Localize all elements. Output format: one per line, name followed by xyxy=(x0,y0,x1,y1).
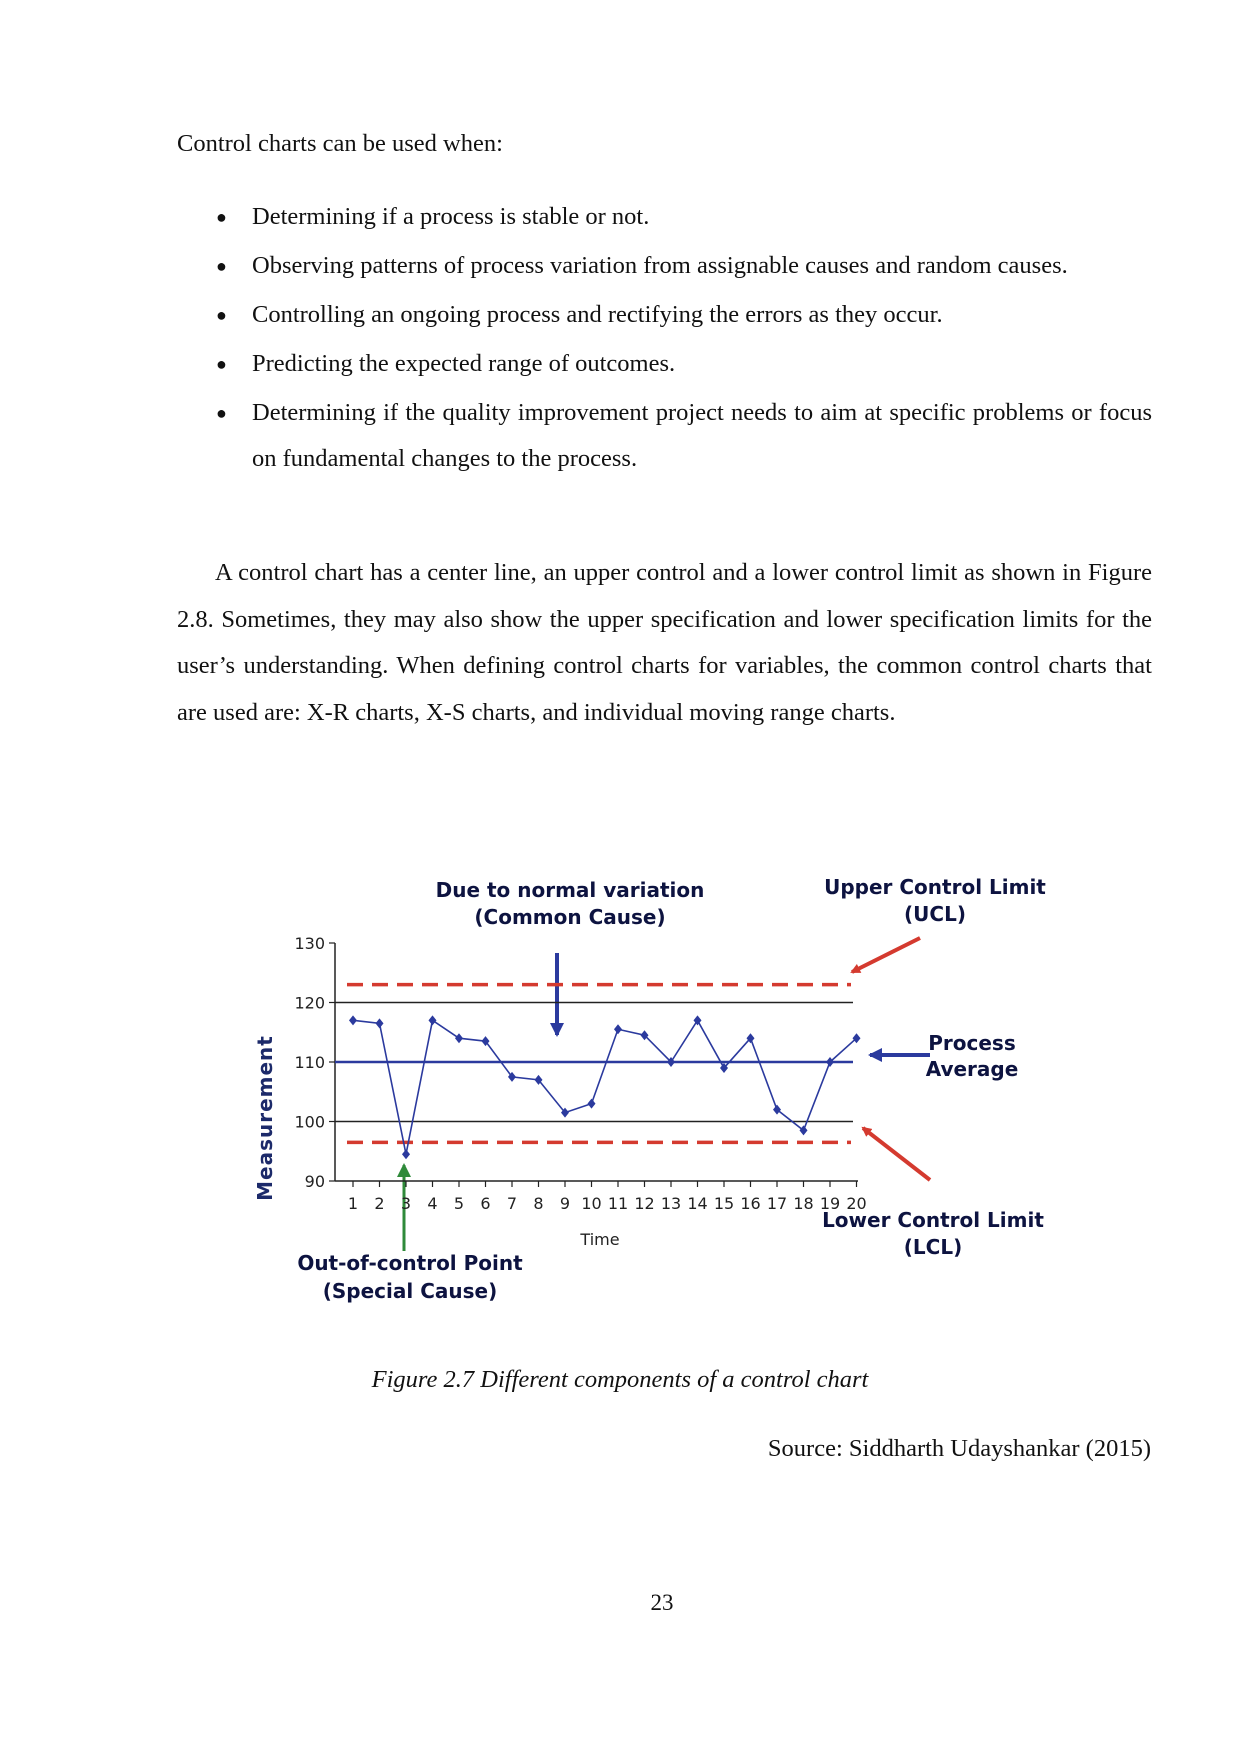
list-item xyxy=(177,390,1152,482)
data-point xyxy=(614,1024,622,1034)
list-item xyxy=(177,194,1152,240)
data-point xyxy=(588,1099,596,1109)
x-tick-label: 15 xyxy=(713,1194,735,1213)
bullet-list xyxy=(177,194,1152,485)
out-of-control-label: Out-of-control Point xyxy=(297,1251,523,1275)
ucl-abbrev-label: (UCL) xyxy=(904,902,966,926)
x-tick-label: 18 xyxy=(793,1194,814,1213)
control-chart-figure xyxy=(240,868,1060,1328)
x-tick-label: 20 xyxy=(846,1194,867,1213)
x-tick-label: 4 xyxy=(427,1194,438,1213)
x-tick-label: 9 xyxy=(559,1194,571,1213)
list-item xyxy=(177,341,1152,387)
x-tick-label: 6 xyxy=(480,1194,491,1213)
list-item xyxy=(177,292,1152,338)
data-point xyxy=(455,1033,463,1043)
bullet-text: Predicting the expected range of outcomes. xyxy=(252,350,676,377)
common-cause-sub-label: (Common Cause) xyxy=(474,905,666,929)
x-tick-label: 12 xyxy=(634,1194,655,1213)
data-point xyxy=(800,1125,808,1135)
x-tick-label: 17 xyxy=(766,1194,788,1213)
page-number: 23 xyxy=(650,1590,674,1615)
x-tick-label: 16 xyxy=(740,1194,761,1213)
x-tick-label: 11 xyxy=(607,1194,629,1213)
out-of-control-sub-label: (Special Cause) xyxy=(322,1279,498,1303)
process-average-sub-label: Average xyxy=(925,1057,1019,1081)
bullet-text: Observing patterns of process variation from assignable causes and random causes. xyxy=(252,252,1068,279)
intro-text: Control charts can be used when: xyxy=(177,130,503,157)
y-tick-label: 110 xyxy=(294,1053,325,1072)
data-point xyxy=(429,1015,437,1025)
bullet-icon: ● xyxy=(216,305,227,325)
process-average-label: Process xyxy=(928,1031,1016,1055)
y-tick-label: 130 xyxy=(294,934,325,953)
bullet-icon: ● xyxy=(216,256,227,276)
x-tick-label: 3 xyxy=(400,1194,412,1213)
y-tick-label: 120 xyxy=(294,993,325,1013)
x-tick-label: 1 xyxy=(347,1194,359,1213)
plot-area xyxy=(294,934,866,1213)
y-tick-label: 100 xyxy=(294,1112,325,1132)
ucl-arrow xyxy=(852,938,920,972)
x-tick-label: 7 xyxy=(506,1194,518,1213)
data-point xyxy=(349,1015,357,1025)
y-tick-label: 90 xyxy=(304,1172,325,1191)
figure-source: Source: Siddharth Udayshankar (2015) xyxy=(767,1435,1151,1462)
control-chart xyxy=(240,868,1060,1328)
x-tick-label: 10 xyxy=(581,1194,602,1213)
y-axis-label: Measurement xyxy=(253,1035,277,1201)
figure-caption: Figure 2.7 Different components of a control chart xyxy=(371,1366,869,1393)
bullet-icon: ● xyxy=(216,403,227,423)
x-axis-label: Time xyxy=(580,1230,620,1249)
x-tick-label: 8 xyxy=(533,1194,544,1213)
bullet-icon: ● xyxy=(216,207,227,227)
list-item xyxy=(177,243,1152,289)
data-point xyxy=(773,1105,781,1115)
lcl-arrow xyxy=(863,1128,930,1180)
x-tick-label: 5 xyxy=(453,1194,465,1213)
common-cause-label: Due to normal variation xyxy=(435,878,705,902)
bullet-icon: ● xyxy=(216,354,227,374)
ucl-label: Upper Control Limit xyxy=(824,875,1046,899)
x-tick-label: 13 xyxy=(660,1194,682,1213)
x-tick-label: 14 xyxy=(687,1194,708,1213)
lcl-abbrev-label: (LCL) xyxy=(903,1235,963,1259)
bullet-text: Determining if the quality improvement project needs to aim at specific problems or focus on fundamental changes to the process. xyxy=(252,399,1152,472)
series-line xyxy=(353,1020,857,1154)
lcl-label: Lower Control Limit xyxy=(822,1208,1044,1232)
body-paragraph: A control chart has a center line, an upper control and a lower control limit as shown in Figure 2.8. Sometimes, they may also show the upper specification and lower specification limits for the user’s understanding. When defining control charts for variables, the common control charts that are used are: X-R charts, X-S charts, and individual moving range charts. xyxy=(177,559,1152,726)
x-tick-label: 19 xyxy=(819,1194,841,1213)
data-point xyxy=(402,1149,410,1159)
x-tick-label: 2 xyxy=(374,1194,385,1213)
bullet-text: Determining if a process is stable or not. xyxy=(252,203,650,230)
data-point xyxy=(376,1018,384,1028)
bullet-text: Controlling an ongoing process and rectifying the errors as they occur. xyxy=(252,301,943,328)
